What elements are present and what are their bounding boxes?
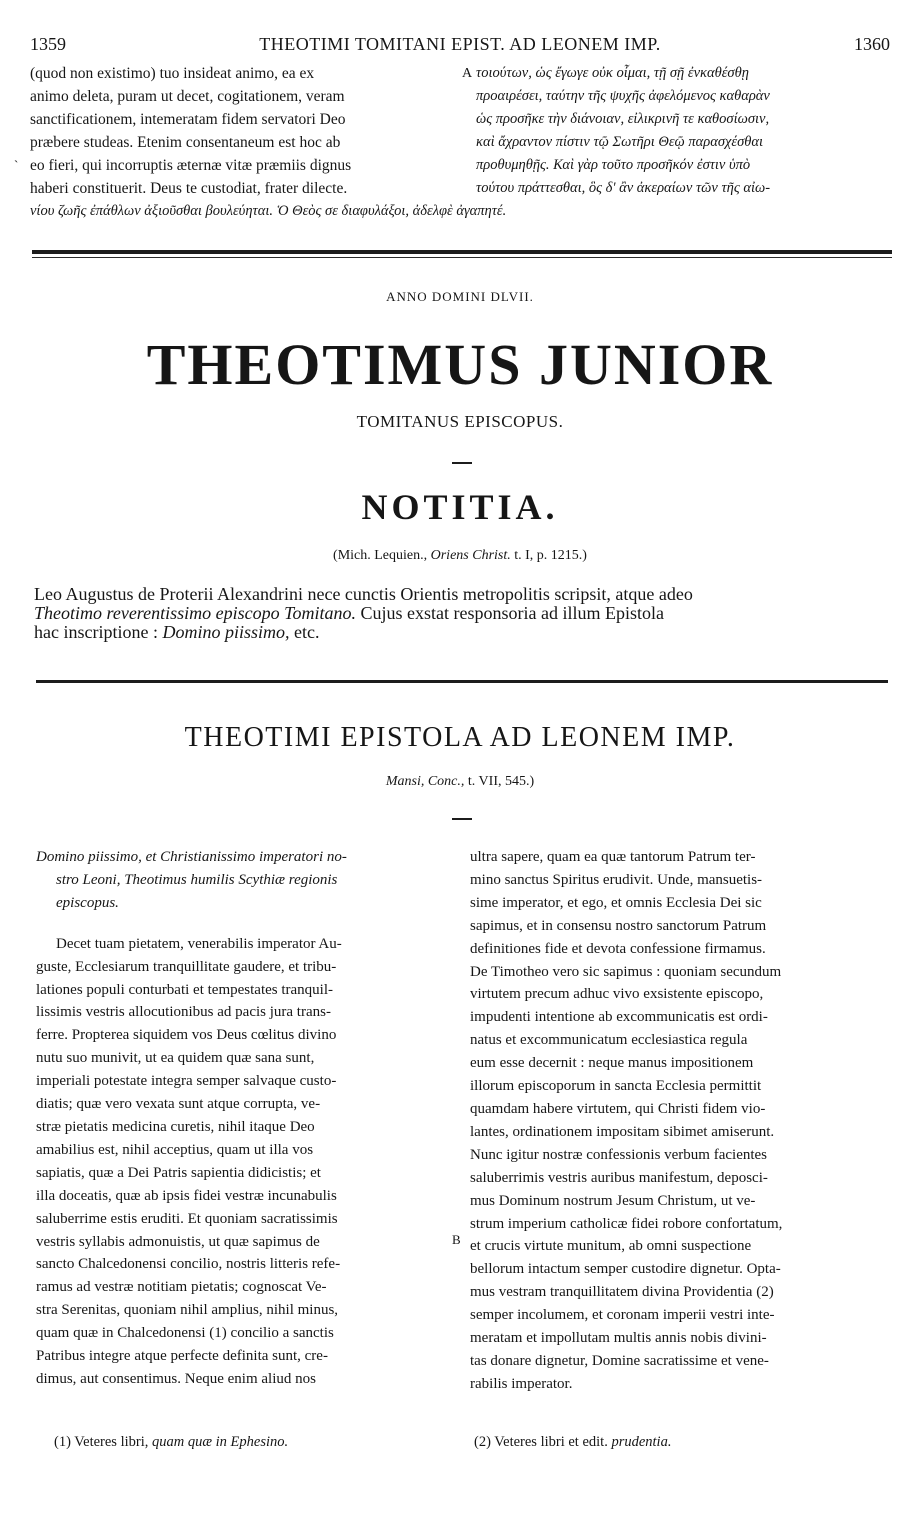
text-line: sime imperator, et ego, et omnis Ecclesia Dei sic — [470, 894, 762, 911]
greek-full-line: νίου ζωῆς ἐπάθλων ἀξιοῦσθαι βουλεύηται. Ὁ Θεὸς σε διαφυλάξοι, ἀδελφὲ ἀγαπητέ. — [30, 203, 507, 219]
text-line: impudenti intentione ab excommunicatis est ordi- — [470, 1009, 768, 1026]
intro-line — [34, 623, 894, 642]
text-line: tas donare dignetur, Domine sacratissime et vene- — [470, 1352, 769, 1369]
text-line: sapiatis, quæ a Dei Patris sapientia didicistis; et — [36, 1164, 321, 1181]
text-line: rabilis imperator. — [470, 1375, 573, 1392]
epistle-right-column — [470, 846, 885, 1396]
footnote-1 — [54, 1434, 288, 1451]
running-head — [30, 34, 890, 58]
text-line: eum esse decernit : neque manus impositionem — [470, 1055, 754, 1072]
text-line: Patribus integre atque perfecte definita sunt, cre- — [36, 1348, 328, 1365]
salutation-line: stro Leoni, Theotimus humilis Scythiæ regionis — [56, 871, 338, 888]
text-line: καὶ ἄχραντον πίστιν τῷ Σωτῆρι Θεῷ παρασχέσθαι — [476, 134, 763, 150]
epistle-title: THEOTIMI EPISTOLA AD LEONEM IMP. — [184, 722, 736, 753]
text-line: præbere studeas. Etenim consentaneum est hoc ab — [30, 134, 341, 151]
latin-column-continued — [30, 62, 458, 200]
short-divider — [452, 462, 472, 464]
text-line: nutu suo munivit, ut ea quidem quæ sana sunt, — [36, 1050, 315, 1067]
text-line: De Timotheo vero sic sapimus : quoniam secundum — [470, 963, 782, 980]
ref-italic: Mansi, Conc., — [385, 774, 465, 789]
text-line: illa doceatis, quæ ab ipsis fidei vestræ incunabulis — [36, 1187, 337, 1204]
greek-column-continued — [476, 62, 898, 200]
footnote-text: (1) Veteres libri, — [54, 1434, 152, 1450]
text-line: illorum episcoporum in sancta Ecclesia permittit — [470, 1078, 762, 1095]
text-line: ὡς προσῆκε τὴν διάνοιαν, εἰλικρινῆ τε καθοσίωσιν, — [476, 111, 770, 127]
section-divider-thin — [32, 257, 892, 258]
text-line: bellorum intactum semper custodire dignetur. Opta- — [470, 1261, 781, 1278]
text-line: προαιρέσει, ταύτην τῆς ψυχῆς ἀφελόμενος καθαρὰν — [476, 88, 770, 104]
text-line: προθυμηθῇς. Καὶ γὰρ τοῦτο προσῆκόν ἐστιν ὑπὸ — [476, 157, 751, 173]
ref-italic: Oriens Christ. — [430, 548, 511, 563]
section-divider-thick — [32, 250, 892, 254]
text-line: Decet tuam pietatem, venerabilis imperator Au- — [56, 935, 342, 952]
text-line: saluberrimis vestris auribus manifestum, deposci- — [470, 1169, 768, 1186]
text-line: natus et excommunicatum ecclesiastica regula — [470, 1032, 748, 1049]
paragraph-gap — [36, 915, 446, 933]
section-divider-thick — [36, 680, 888, 683]
column-marker-b: B — [452, 1232, 461, 1247]
intro-text: Cujus exstat responsoria ad illum Epistola — [356, 603, 664, 623]
footnote-text: (2) Veteres libri et edit. — [474, 1434, 612, 1450]
text-line: mus vestram tranquillitatem divina Providentia (2) — [470, 1284, 774, 1301]
text-line: quamdam habere virtutem, qui Christi fidem vio- — [470, 1100, 766, 1117]
intro-text: hac inscriptione : — [34, 622, 163, 642]
page-title: THEOTIMUS JUNIOR — [146, 332, 774, 397]
text-line: mino sanctus Spiritus erudivit. Unde, mansuetis- — [470, 871, 763, 888]
page-number-right: 1360 — [854, 34, 890, 54]
page-number-left: 1359 — [30, 34, 66, 54]
page-subtitle: TOMITANUS EPISCOPUS. — [356, 412, 564, 431]
text-line: Nunc igitur nostræ confessionis verbum facientes — [470, 1146, 768, 1163]
text-line: imperiali potestate integra semper salvaque custo- — [36, 1073, 337, 1090]
text-line: vestris syllabis admonuistis, ut quæ sapimus de — [36, 1233, 320, 1250]
footnote-italic: quam quæ in Ephesino. — [151, 1434, 289, 1450]
text-line: meratam et impollutam multis annis nobis divini- — [470, 1330, 767, 1347]
text-line: stræ pietatis medicina curetis, nihil itaque Deo — [36, 1118, 315, 1135]
epistle-left-column — [36, 846, 446, 1391]
anno-domini-line: ANNO DOMINI DLVII. — [386, 289, 534, 304]
text-line: eo fieri, qui incorruptis æternæ vitæ præmiis dignus — [30, 157, 352, 174]
text-line: lationes populi conturbati et tempestates tranquil- — [36, 981, 334, 998]
text-line: mus Dominum nostrum Jesum Christum, ut ve- — [470, 1192, 756, 1209]
salutation-line: Domino piissimo, et Christianissimo imperatori no- — [36, 849, 347, 865]
intro-text: etc. — [289, 622, 320, 642]
short-divider — [452, 818, 472, 820]
text-line: ultra sapere, quam ea quæ tantorum Patrum ter- — [470, 849, 756, 865]
ref-text: t. I, p. 1215.) — [510, 548, 587, 563]
text-line: sancto Chalcedonensi concilio, nostris litteris refe- — [36, 1256, 341, 1273]
intro-paragraph — [34, 585, 894, 642]
text-line: guste, Ecclesiarum tranquillitate gaudere, et tribu- — [36, 958, 337, 975]
text-line: τοιούτων, ὡς ἔγωγε οὐκ οἶμαι, τῇ σῇ ἐνκαθέσθῃ — [476, 65, 749, 81]
text-line: semper incolumem, et coronam imperii vestri inte- — [470, 1307, 775, 1324]
text-line: (quod non existimo) tuo insideat animo, ea ex — [30, 65, 315, 82]
text-line: haberi constituerit. Deus te custodiat, frater dilecte. — [30, 180, 348, 197]
text-line: dimus, aut consentimus. Neque enim aliud nos — [36, 1370, 316, 1387]
margin-mark: ˏ — [14, 148, 19, 163]
intro-italic: Domino piissimo, — [162, 622, 290, 642]
text-line: strum imperium catholicæ fidei robore confortatum, — [470, 1215, 783, 1232]
text-line: ferre. Propterea siquidem vos Deus cœlitus divino — [36, 1027, 337, 1044]
text-line: animo deleta, puram ut decet, cogitationem, veram — [30, 88, 345, 105]
text-line: virtutem precum adhuc vivo exsistente episcopo, — [470, 986, 764, 1003]
ref-text: t. VII, 545.) — [464, 774, 535, 789]
text-line: lantes, ordinationem impositam sibimet amiserunt. — [470, 1123, 775, 1140]
salutation-line: episcopus. — [56, 894, 119, 911]
column-marker-a: A — [461, 66, 473, 81]
text-line: stra Serenitas, quoniam nihil amplius, nihil minus, — [36, 1302, 339, 1319]
text-line: lissimis vestris allocutionibus ad pacis jura trans- — [36, 1004, 331, 1021]
text-line: saluberrime estis eruditi. Et quoniam sacratissimis — [36, 1210, 338, 1227]
text-line: amabilius est, nihil acceptius, quam ut illa vos — [36, 1141, 314, 1158]
text-line: definitiones fide et devota confessione firmamus. — [470, 940, 766, 957]
text-line: ramus ad vestræ notitiam pietatis; cognoscat Ve- — [36, 1279, 327, 1296]
notitia-heading: NOTITIA. — [361, 487, 559, 527]
footnote-2 — [474, 1434, 671, 1451]
footnote-italic: prudentia. — [611, 1434, 672, 1450]
running-head-title: THEOTIMI TOMITANI EPIST. AD LEONEM IMP. — [259, 34, 661, 54]
text-line: sanctificationem, intemeratam fidem servatori Deo — [30, 111, 346, 128]
intro-italic: Theotimo reverentissimo episcopo Tomitano. — [34, 603, 356, 623]
text-line: diatis; quæ vero vexata sunt atque corrupta, ve- — [36, 1096, 321, 1113]
text-line: τούτου πράττεσθαι, ὃς δ' ἂν ἀκεραίων τῶν τῆς αἰω- — [476, 180, 771, 196]
text-line: quam quæ in Chalcedonensi (1) concilio a sanctis — [36, 1325, 334, 1342]
ref-text: (Mich. Lequien., — [333, 548, 431, 563]
intro-line — [34, 604, 894, 623]
epistle-reference — [0, 774, 920, 790]
intro-line: Leo Augustus de Proterii Alexandrini nece cunctis Orientis metropolitis scripsit, atque adeo — [34, 584, 693, 604]
source-reference — [0, 548, 920, 564]
text-line: sapimus, et in consensu nostro sanctorum Patrum — [470, 917, 767, 934]
text-line: et crucis virtute munitum, ab omni suspectione — [470, 1238, 752, 1255]
